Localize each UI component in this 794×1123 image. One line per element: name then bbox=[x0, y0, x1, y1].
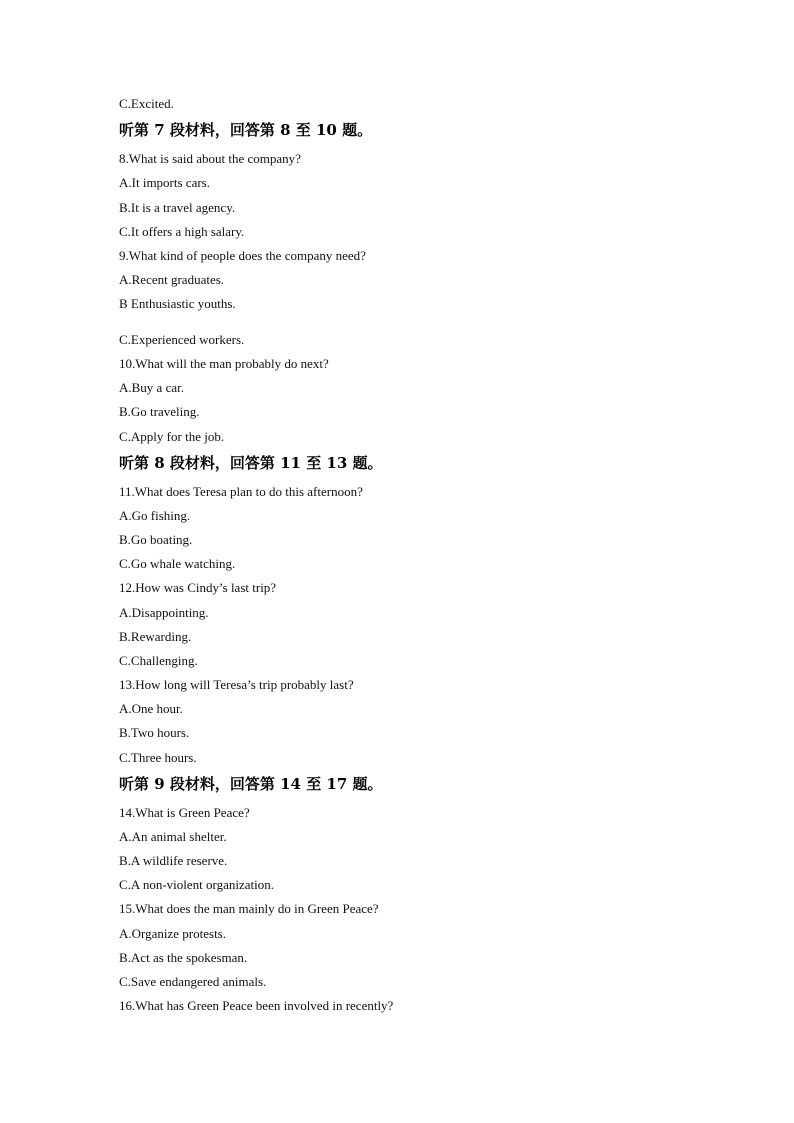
question-9-option-c: C.Experienced workers. bbox=[119, 332, 245, 347]
section-heading-9: 听第 9 段材料，回答第 14 至 17 题。 bbox=[119, 775, 383, 793]
question-15: 15.What does the man mainly do in Green Peace? bbox=[119, 901, 379, 916]
question-10: 10.What will the man probably do next? bbox=[119, 356, 329, 371]
question-14-option-a: A.An animal shelter. bbox=[119, 829, 227, 844]
question-13-option-a: A.One hour. bbox=[119, 701, 183, 716]
question-8-option-b: B.It is a travel agency. bbox=[119, 200, 236, 215]
question-14: 14.What is Green Peace? bbox=[119, 805, 250, 820]
question-15-option-b: B.Act as the spokesman. bbox=[119, 950, 248, 965]
question-8-option-c: C.It offers a high salary. bbox=[119, 224, 245, 239]
question-12-option-c: C.Challenging. bbox=[119, 653, 198, 668]
question-9-option-a: A.Recent graduates. bbox=[119, 272, 225, 287]
question-12: 12.How was Cindy’s last trip? bbox=[119, 580, 277, 595]
question-10-option-c: C.Apply for the job. bbox=[119, 429, 225, 444]
question-12-option-a: A.Disappointing. bbox=[119, 605, 209, 620]
question-13-option-c: C.Three hours. bbox=[119, 750, 197, 765]
question-15-option-a: A.Organize protests. bbox=[119, 926, 226, 941]
question-12-option-b: B.Rewarding. bbox=[119, 629, 192, 644]
question-13: 13.How long will Teresa’s trip probably last? bbox=[119, 677, 354, 692]
question-11-option-b: B.Go boating. bbox=[119, 532, 193, 547]
question-11: 11.What does Teresa plan to do this afternoon? bbox=[119, 484, 363, 499]
option-c-excited: C.Excited. bbox=[119, 96, 174, 111]
question-11-option-a: A.Go fishing. bbox=[119, 508, 191, 523]
question-11-option-c: C.Go whale watching. bbox=[119, 556, 236, 571]
question-13-option-b: B.Two hours. bbox=[119, 725, 190, 740]
question-9: 9.What kind of people does the company need? bbox=[119, 248, 366, 263]
question-10-option-b: B.Go traveling. bbox=[119, 404, 200, 419]
question-9-option-b: B Enthusiastic youths. bbox=[119, 296, 236, 311]
question-14-option-c: C.A non-violent organization. bbox=[119, 877, 275, 892]
question-8: 8.What is said about the company? bbox=[119, 151, 301, 166]
question-8-option-a: A.It imports cars. bbox=[119, 175, 210, 190]
section-heading-7: 听第 7 段材料，回答第 8 至 10 题。 bbox=[119, 121, 373, 139]
question-14-option-b: B.A wildlife reserve. bbox=[119, 853, 228, 868]
section-heading-8: 听第 8 段材料，回答第 11 至 13 题。 bbox=[119, 454, 383, 472]
question-15-option-c: C.Save endangered animals. bbox=[119, 974, 267, 989]
question-10-option-a: A.Buy a car. bbox=[119, 380, 184, 395]
question-16: 16.What has Green Peace been involved in recently? bbox=[119, 998, 394, 1013]
